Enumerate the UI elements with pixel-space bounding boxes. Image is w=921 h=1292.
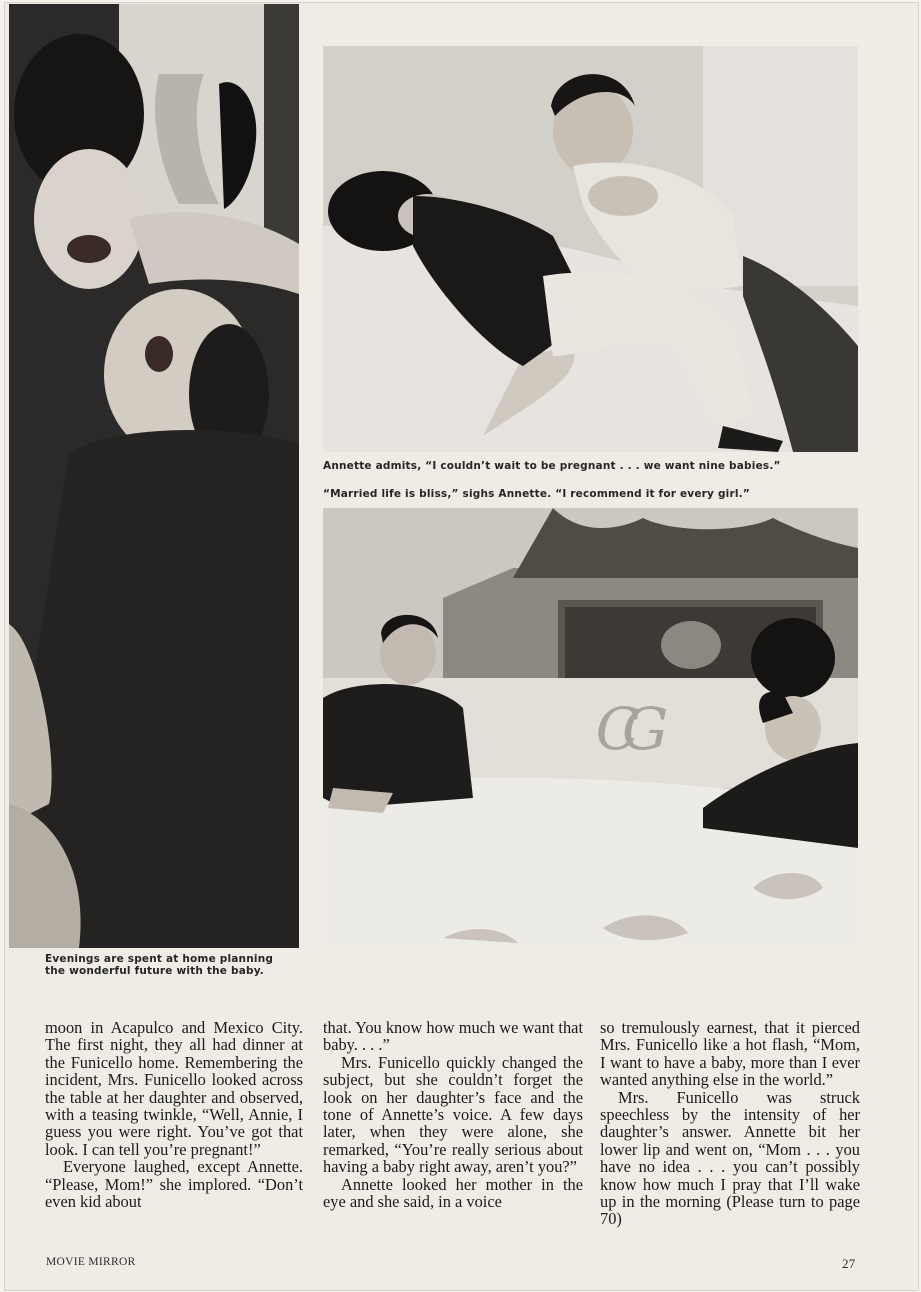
footer-page-number: 27 (842, 1256, 856, 1271)
photo-couple-on-bed (323, 508, 858, 948)
article-paragraph: moon in Acapulco and Mexico City. The first night, they all had dinner at the Funicello home. Remembering the incident, Mrs. Funicello looked across the table at her daughter and observed, with a teasing twinkle, “Well, Annie, I guess you were right. You’ve got that look. I can tell you’re pregnant!” (45, 1018, 303, 1159)
caption-evening-at-home: Evenings are spent at home planning the wonderful future with the baby. (45, 953, 274, 977)
article-paragraph: that. You know how much we want that baby. . . .” (323, 1018, 583, 1055)
article-column-2 (323, 1019, 583, 1210)
bed-monogram: CG (595, 695, 651, 763)
article-column-1 (45, 1019, 303, 1210)
article-paragraph: Mrs. Funicello quickly changed the subject, but she couldn’t forget the look on her daughter’s face and the tone of Annette’s voice. A few days later, when they were alone, she remarked, “You’re really serious about having a baby right away, aren’t you?” (323, 1052, 583, 1177)
photo-couple-laughing-image (323, 46, 858, 452)
photo-evening-at-home-image (9, 4, 299, 948)
article-paragraph: Everyone laughed, except Annette. “Please, Mom!” she implored. “Don’t even kid about (45, 1157, 303, 1212)
article-paragraph: Mrs. Funicello was struck speechless by the intensity of her daughter’s answer. Annette bit her lower lip and went on, “Mom . . . you have no idea . . . you can’t possibly know how much I pray that I’ll wake up in the morning (Please turn to page 70) (600, 1087, 860, 1229)
footer-magazine-name: MOVIE MIRROR (46, 1256, 136, 1268)
article-paragraph: Annette looked her mother in the eye and she said, in a voice (323, 1174, 583, 1212)
caption-couple-on-bed: “Married life is bliss,” sighs Annette. “I recommend it for every girl.” (323, 488, 750, 500)
article-paragraph: so tremulously earnest, that it pierced Mrs. Funicello like a hot flash, “Mom, I want to have a baby, more than I ever wanted anything else in the world.” (600, 1018, 860, 1090)
caption-couple-laughing: Annette admits, “I couldn’t wait to be pregnant . . . we want nine babies.” (323, 460, 781, 472)
photo-evening-at-home (9, 4, 299, 948)
photo-couple-laughing (323, 46, 858, 452)
article-column-3 (600, 1019, 860, 1228)
